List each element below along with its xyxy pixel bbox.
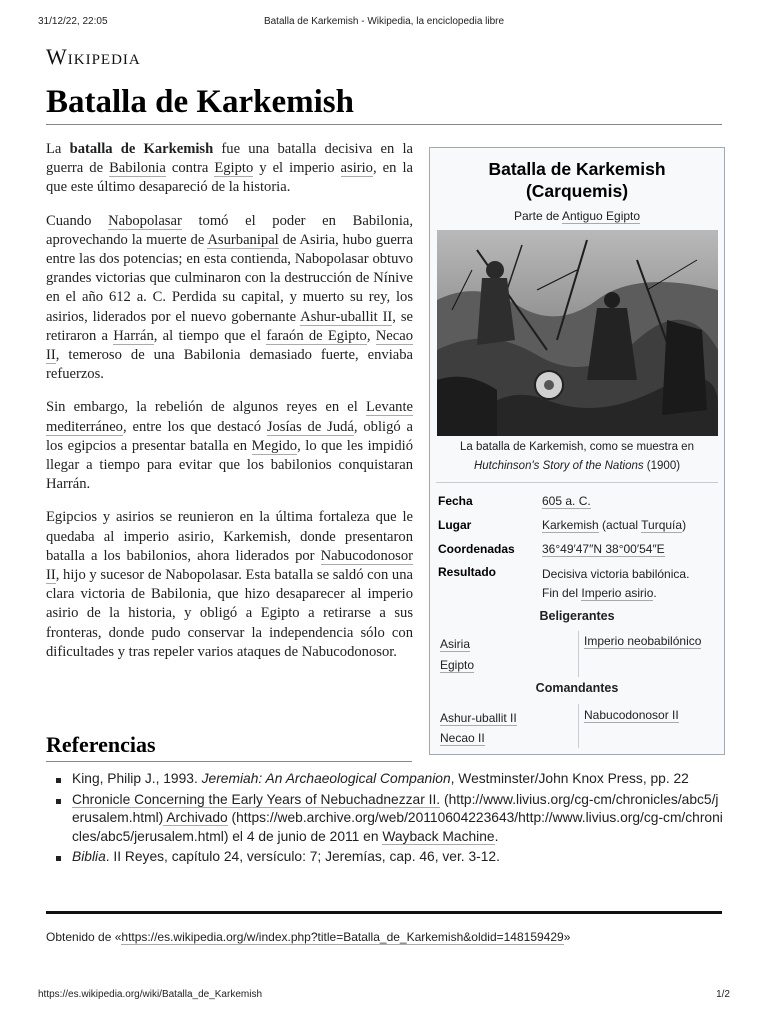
wikipedia-wordmark: Wikipedia [46,44,141,69]
link-egipto-bel[interactable]: Egipto [440,658,475,672]
link-necao-ii[interactable]: Necao II [46,327,413,364]
references-list [56,770,724,869]
print-page-number: 1/2 [716,989,730,1000]
link-asirio[interactable]: asirio [340,160,373,177]
referencias-heading: Referencias [46,732,156,757]
beligerantes-left [440,634,474,676]
paragraph-2: Cuando Nabopolasar tomó el poder en Babilonia, aprovechando la muerte de Asurbanipal de Asiria, hubo guerra entre las dos potencias; en esta contienda, Nabopolasar obtuvo grandes victorias que culminaron con la destrucción de Nínive en el año 612 a. C. Perdida su capital, y muerto su rey, los asirios, liderados por el nuevo gobernante Ashur-uballit II, se retiraron a Harrán, al tiempo que el faraón de Egipto, Necao II, temeroso de una Babilonia demasiado fuerte, enviaba refuerzos. [46,212,413,383]
link-faraon-de-egipto[interactable]: faraón de Egipto [266,327,367,344]
infobox-separator [436,482,718,483]
paragraph-4: Egipcios y asirios se reunieron en la última fortaleza que le quedaba al imperio asirio, Karkemish, donde presentaron batalla a los babilonios, ahora liderados por Nabucodonosor II, hijo y sucesor de Nabopolasar. Esta batalla se saldó con una clara victoria de Babilonia, que hizo desaparecer al imperio asirio de la historia, y obligó a Egipto a retirarse a sus fronteras, donde pudo conservar la independencia sólo con dificultades y tras repeler varios ataques de Nabucodonosor. [46,509,413,660]
retrieved-from: Obtenido de «https://es.wikipedia.org/w/index.php?title=Batalla_de_Karkemish&oldid=148159429» [46,930,571,944]
infobox-title: Batalla de Karkemish (Carquemis) [488,159,666,201]
image-caption: La batalla de Karkemish, como se muestra en Hutchinson's Story of the Nations (1900) [460,441,694,472]
title-divider [46,124,722,125]
label-coordenadas: Coordenadas [438,542,515,556]
print-footer [38,989,730,1003]
row-lugar: Lugar Karkemish (actual Turquía) [438,518,687,532]
link-asiria[interactable]: Asiria [440,637,471,651]
column-divider [578,631,579,677]
infobox [429,147,725,755]
infobox-part-of: Parte de Antiguo Egipto [513,209,641,223]
link-josias[interactable]: Josías de Judá [266,418,354,435]
referencias-divider [46,761,412,762]
link-ashur-uballit-cmd[interactable]: Ashur-uballit II [440,711,517,725]
link-karkemish[interactable]: Karkemish [542,518,599,532]
bold-term: batalla de Karkemish [69,141,214,157]
link-antiguo-egipto[interactable]: Antiguo Egipto [561,209,641,223]
link-coordenadas[interactable]: 36°49′47″N 38°00′54″E [542,542,665,556]
beligerantes-right [584,634,701,648]
link-chronicle[interactable]: Chronicle Concerning the Early Years of Nebuchadnezzar II. [72,791,441,807]
section-comandantes: Comandantes [535,681,619,695]
link-egipto[interactable]: Egipto [214,160,254,177]
link-archivado[interactable]: Archivado [163,810,228,825]
section-beligerantes: Beligerantes [539,609,615,623]
footer-divider [46,911,722,914]
link-ashur-uballit[interactable]: Ashur-uballit II [300,308,393,325]
list-item: Biblia. II Reyes, capítulo 24, versículo: 7; Jeremías, cap. 46, ver. 3-12. [56,848,724,867]
paragraph-intro: La batalla de Karkemish fue una batalla decisiva en la guerra de Babilonia contra Egipto y el imperio asirio, en la que este último desapareció de la historia. [46,141,414,196]
comandantes-left [440,708,517,748]
article-body [46,140,413,676]
comandantes-right [584,708,679,722]
link-nabucodonosor[interactable]: Nabucodonosor II [46,547,413,584]
link-imperio-asirio[interactable]: Imperio asirio [581,586,654,600]
paragraph-3: Sin embargo, la rebelión de algunos reyes en el Levante mediterráneo, entre los que destacó Josías de Judá, obligó a los egipcios a presentar batalla en Megido, lo que les impidió llegar a tiempo para evitar que los babilonios conquistaran Harrán. [46,399,413,493]
link-harran[interactable]: Harrán [113,327,154,344]
link-asurbanipal[interactable]: Asurbanipal [207,231,279,248]
print-datetime: 31/12/22, 22:05 [38,16,108,27]
link-imperio-neobabilonico[interactable]: Imperio neobabilónico [584,634,702,648]
list-item: Chronicle Concerning the Early Years of Nebuchadnezzar II. (http://www.livius.org/cg-cm/chronicles/abc5/jerusalem.html) Archivado (https://web.archive.org/web/20110604223643/http://www.livius.org/cg-cm/chronicles/abc5/jerusalem.html) el 4 de junio de 2011 en Wayback Machine. [56,791,724,847]
link-nabucodonosor-cmd[interactable]: Nabucodonosor II [584,708,679,722]
battle-engraving-icon [437,230,718,436]
link-wayback-machine[interactable]: Wayback Machine [382,828,495,844]
link-babilonia[interactable]: Babilonia [109,160,166,177]
row-resultado: Resultado Decisiva victoria babilónica. Fin del Imperio asirio. [438,565,690,600]
link-fecha[interactable]: 605 a. C. [542,494,591,508]
wikipedia-logo[interactable] [46,44,141,70]
link-necao-cmd[interactable]: Necao II [440,731,485,745]
label-resultado: Resultado [438,565,497,579]
battle-illustration-image[interactable] [437,230,718,436]
link-megido[interactable]: Megido [251,437,298,454]
row-coordenadas [438,542,716,562]
page-title: Batalla de Karkemish [46,84,355,120]
column-divider [578,704,579,748]
row-fecha [438,494,716,514]
label-lugar: Lugar [438,518,472,532]
link-turquia[interactable]: Turquía [641,518,683,532]
print-header [38,16,730,30]
link-levante[interactable]: Levante mediterráneo [46,399,413,435]
link-nabopolasar[interactable]: Nabopolasar [108,212,182,229]
print-document-title: Batalla de Karkemish - Wikipedia, la enciclopedia libre [263,16,505,27]
print-url: https://es.wikipedia.org/wiki/Batalla_de_Karkemish [38,989,262,1000]
list-item: King, Philip J., 1993. Jeremiah: An Archaeological Companion, Westminster/John Knox Press, pp. 22 [56,770,724,789]
link-permanent-url[interactable]: https://es.wikipedia.org/w/index.php?title=Batalla_de_Karkemish&oldid=148159429 [121,930,564,944]
label-fecha: Fecha [438,494,473,508]
